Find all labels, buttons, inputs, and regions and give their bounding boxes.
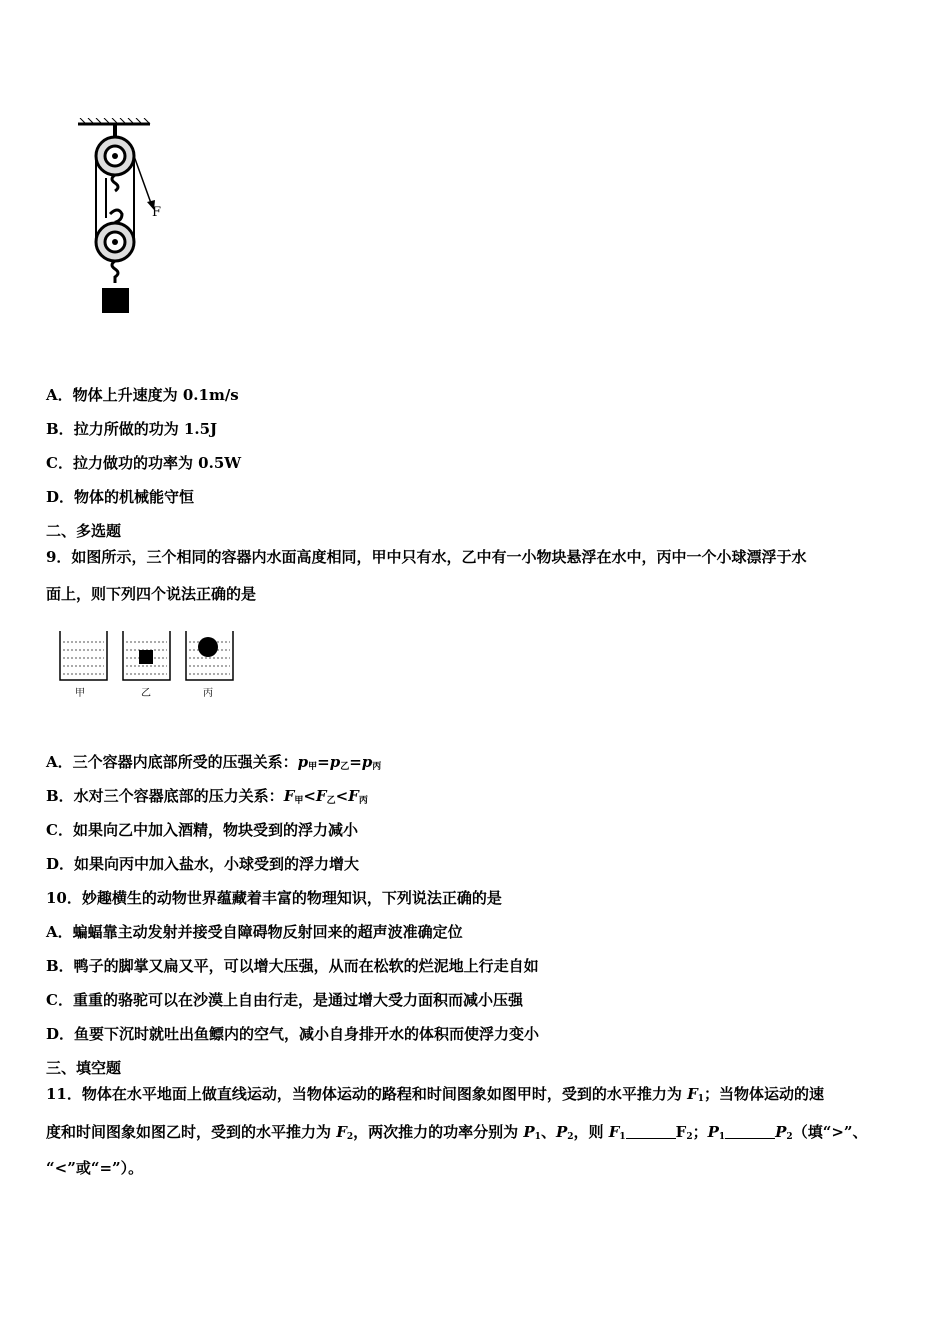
q8-option-b: B．拉力所做的功为 1.5J	[46, 420, 218, 438]
pulley-figure	[70, 118, 180, 318]
q9-option-d: D．如果向丙中加入盐水，小球受到的浮力增大	[46, 855, 360, 873]
section-title-fill-blank: 三、填空题	[46, 1059, 122, 1077]
q9-option-c: C．如果向乙中加入酒精，物块受到的浮力减小	[46, 821, 358, 839]
container-label-bing: 丙	[203, 688, 213, 699]
q8-option-c: C．拉力做功的功率为 0.5W	[46, 454, 242, 472]
q10-option-d: D．鱼要下沉时就吐出鱼鳔内的空气，减小自身排开水的体积而使浮力变小	[46, 1025, 540, 1043]
answer-blank-2[interactable]	[725, 1124, 775, 1139]
q10-option-c: C．重重的骆驼可以在沙漠上自由行走，是通过增大受力面积而减小压强	[46, 991, 523, 1009]
q11-line3: “<”或“=”）。	[46, 1159, 144, 1177]
q10-stem: 10．妙趣横生的动物世界蕴藏着丰富的物理知识，下列说法正确的是	[46, 889, 502, 907]
q10-option-a: A．蝙蝠靠主动发射并接受自障碍物反射回来的超声波准确定位	[46, 923, 463, 941]
q9-option-b: B．水对三个容器底部的压力关系：$F_甲<F_乙<F_丙$	[46, 787, 368, 806]
q9-option-a: A．三个容器内底部所受的压强关系：$p_甲=p_乙=p_丙$	[46, 753, 382, 772]
answer-blank-1[interactable]	[626, 1124, 676, 1139]
container-label-yi: 乙	[141, 688, 151, 699]
q9-stem-line2: 面上，则下列四个说法正确的是	[46, 585, 257, 603]
q11-line1: 11．物体在水平地面上做直线运动，当物体运动的路程和时间图象如图甲时，受到的水平推力为 $F_1$；当物体运动的速	[46, 1085, 825, 1104]
container-label-jia: 甲	[75, 688, 85, 699]
q8-option-a: A．物体上升速度为 0.1m/s	[46, 386, 239, 404]
q9-stem-line1: 9．如图所示，三个相同的容器内水面高度相同，甲中只有水，乙中有一小物块悬浮在水中，丙中一个小球漂浮于水	[46, 548, 807, 566]
force-label-F: F	[152, 205, 162, 220]
q8-option-d: D．物体的机械能守恒	[46, 488, 195, 506]
containers-figure	[55, 628, 245, 704]
section-title-multiple-choice: 二、多选题	[46, 522, 122, 540]
q11-line2: 度和时间图象如图乙时，受到的水平推力为 $F_2$，两次推力的功率分别为 $P_1$、$P_2$，则 $F_1$ $F_2$；$P_1$ $P_2$（填“>”、	[46, 1123, 868, 1142]
q10-option-b: B．鸭子的脚掌又扁又平，可以增大压强，从而在松软的烂泥地上行走自如	[46, 957, 539, 975]
